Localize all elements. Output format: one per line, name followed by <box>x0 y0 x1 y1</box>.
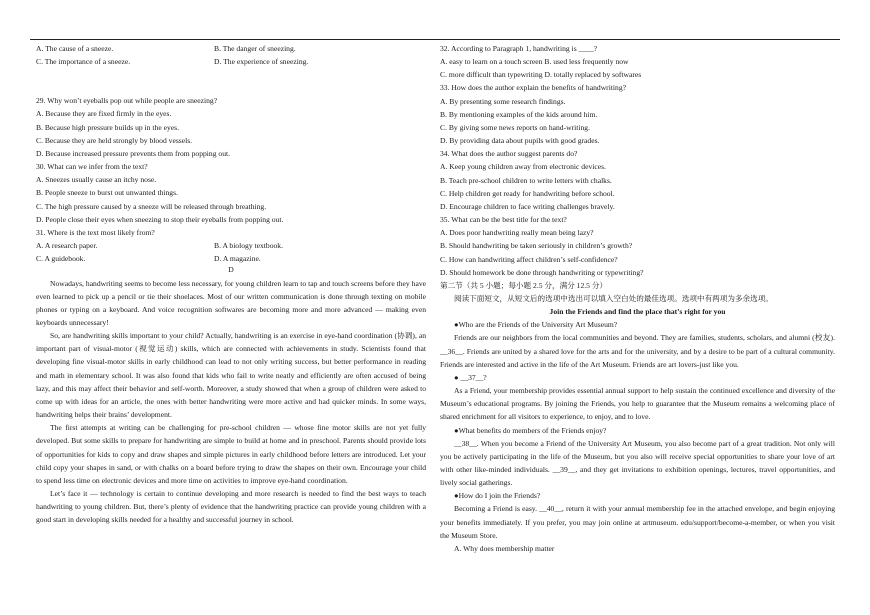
bullet-heading: ● __37__? <box>454 372 487 382</box>
q29-option-b: B. Because high pressure builds up in the eyes. <box>36 122 179 132</box>
q28-option-a: A. The cause of a sneeze. <box>36 44 114 53</box>
cloze-passage <box>440 318 835 555</box>
section-letter: D <box>228 265 234 275</box>
option-a: A. Why does membership matter <box>454 543 555 553</box>
q28-option-c: C. The importance of a sneeze. <box>36 57 131 67</box>
passage-d-paragraph-2: So, are handwriting skills important to your child? Actually, handwriting is an exercise in eye-hand coordination (协调), an important part of visual-motor (视觉运动) skills, which are connected with achievements in study. Scientists found that developing fine visual-motor skills in early childhood can lead to not only writing success, but better performance in reading and math in elementary school. It was also found that kids who fail to write neatly and efficiently are often accused of being lazy, and this may affect their behavior and self-worth. Moreover, a study showed that when a group of children were asked to come up with ideas for an article, the ones with better handwriting were more active and had quicker minds. In some ways, handwriting helps their brains’ development. <box>36 331 426 420</box>
top-rule <box>30 39 840 40</box>
passage-d-paragraph-1: Nowadays, handwriting seems to become less necessary, for young children learn to tap and touch screens before they have even learned to pick up a pencil or tie their shoelaces. Most of our written communication is done through texting on mobile phones or typing on a keyboard. And voice recognition softwares are becoming more and more advanced — making even keyboards unnecessary! <box>36 278 426 327</box>
q29-option-c: C. Because they are held strongly by blood vessels. <box>36 135 193 145</box>
q31-stem: 31. Where is the text most likely from? <box>36 227 155 237</box>
q35-option-b: B. Should handwriting be taken seriously in children’s growth? <box>440 241 633 251</box>
q35-option-c: C. How can handwriting affect children’s self-confidence? <box>440 254 618 264</box>
q34-option-a: A. Keep young children away from electronic devices. <box>440 162 606 172</box>
passage-d-paragraph-4: Let’s face it — technology is certain to continue developing and more research is needed to find the best ways to teach handwriting to young children. But, there’s plenty of evidence that the handwriting practice can provide young children with a good start in developing skills needed for a healthy and successful journey in school. <box>36 489 426 525</box>
q30-option-b: B. People sneeze to burst out unwanted things. <box>36 188 178 198</box>
q29-option-d: D. Because increased pressure prevents them from popping out. <box>36 148 231 158</box>
q30-option-c: C. The high pressure caused by a sneeze will be released through breathing. <box>36 201 267 211</box>
q32-stem: 32. According to Paragraph 1, handwriting is ____? <box>440 44 598 53</box>
q34-stem: 34. What does the author suggest parents do? <box>440 149 578 159</box>
q30-option-a: A. Sneezes usually cause an itchy nose. <box>36 175 157 185</box>
q28-options-row-1 <box>36 42 426 55</box>
passage-paragraph: Friends are our neighbors from the local communities and beyond. They are families, students, scholars, and alumni (校友). __36__. Friends are united by a shared love for the arts and for the university, and by a desire to be part of a cultural community. Friends are interested and active in the life of the Art Museum. Friends are art lovers-just like you. <box>440 333 835 369</box>
q30-option-d: D. People close their eyes when sneezing to stop their eyeballs from popping out. <box>36 214 284 224</box>
q31-option-b: B. A biology textbook. <box>214 241 283 251</box>
q32-options-ab: A. easy to learn on a touch screen B. used less frequently now <box>440 57 629 67</box>
q31-option-c: C. A guidebook. <box>36 254 86 264</box>
q35-option-a: A. Does poor handwriting really mean being lazy? <box>440 228 594 238</box>
q29-option-a: A. Because they are fixed firmly in the eyes. <box>36 109 172 119</box>
section2-header: 第二节（共 5 小题；每小题 2.5 分，满分 12.5 分） <box>440 280 608 290</box>
q31-option-a: A. A research paper. <box>36 241 98 251</box>
q32-options-cd: C. more difficult than typewriting D. totally replaced by softwares <box>440 70 642 80</box>
passage-paragraph: As a Friend, your membership provides essential annual support to help sustain the continued excellence and diversity of the Museum’s educational programs. By joining the Friends, you help to guarantee that the Museum remains a welcoming place of shared enrichment for all visitors to experience, to enjoy, and to love. <box>440 386 835 422</box>
section2-instruction: 阅读下面短文，从短文后的选项中选出可以填入空白处的最佳选项。选项中有两项为多余选项。 <box>454 293 773 303</box>
q35-stem: 35. What can be the best title for the text? <box>440 215 567 225</box>
q31-options-row-1 <box>36 239 426 252</box>
passage-d <box>36 277 426 527</box>
q29-stem: 29. Why won’t eyeballs pop out while people are sneezing? <box>36 96 218 106</box>
passage-d-paragraph-3: The first attempts at writing can be challenging for pre-school children — whose fine motor skills are not yet fully developed. But some skills to prepare for handwriting are simple to build at home and in preschool. Parents should provide lots of opportunities for kids to copy and draw shapes and simple pictures in early childhood before letters are introduced. Let your child copy your shapes in sand, or with chalks on a board before trying to draw the shapes on their own. Encourage your child to spend less time on electronic devices and more time on activities to improve eye-hand coordination. <box>36 423 426 485</box>
q30-stem: 30. What can we infer from the text? <box>36 162 148 172</box>
q28-option-d: D. The experience of sneezing. <box>214 57 309 67</box>
passage-paragraph: Becoming a Friend is easy. __40__, return it with your annual membership fee in the attached envelope, and begin enjoying your benefits immediately. If you prefer, you may join online at artmuseum. edu/support/become-a-member, or when you visit the Museum Store. <box>440 504 835 540</box>
q31-option-d: D. A magazine. <box>214 254 261 264</box>
q33-option-d: D. By providing data about pupils with good grades. <box>440 136 600 146</box>
bullet-heading: ●What benefits do members of the Friends enjoy? <box>454 425 607 435</box>
q28-option-b: B. The danger of sneezing. <box>214 44 296 53</box>
q33-option-c: C. By giving some news reports on hand-writing. <box>440 122 590 132</box>
q33-option-a: A. By presenting some research findings. <box>440 96 566 106</box>
q34-option-d: D. Encourage children to face writing challenges bravely. <box>440 201 615 211</box>
passage-title: Join the Friends and find the place that’s right for you <box>549 307 726 317</box>
passage-paragraph: __38__. When you become a Friend of the University Art Museum, you also become part of a great tradition. Not only will you be actively participating in the life of the Museum, but you also will receive special opportunities to share your love of art with other like-minded individuals. __39__, and they get invitations to exhibition openings, lectures, travel opportunities, and lively social gatherings. <box>440 438 835 488</box>
q35-option-d: D. Should homework be done through handwriting or typewriting? <box>440 267 644 277</box>
q33-option-b: B. By mentioning examples of the kids around him. <box>440 109 598 119</box>
bullet-heading: ●Who are the Friends of the University Art Museum? <box>454 320 618 330</box>
q34-option-b: B. Teach pre-school children to write letters with chalks. <box>440 175 612 185</box>
right-column <box>440 42 835 555</box>
left-column <box>36 42 426 526</box>
q28-options-row-2 <box>36 55 426 68</box>
q33-stem: 33. How does the author explain the benefits of handwriting? <box>440 83 626 93</box>
q34-option-c: C. Help children get ready for handwriting before school. <box>440 188 615 198</box>
bullet-heading: ●How do I join the Friends? <box>454 491 541 501</box>
